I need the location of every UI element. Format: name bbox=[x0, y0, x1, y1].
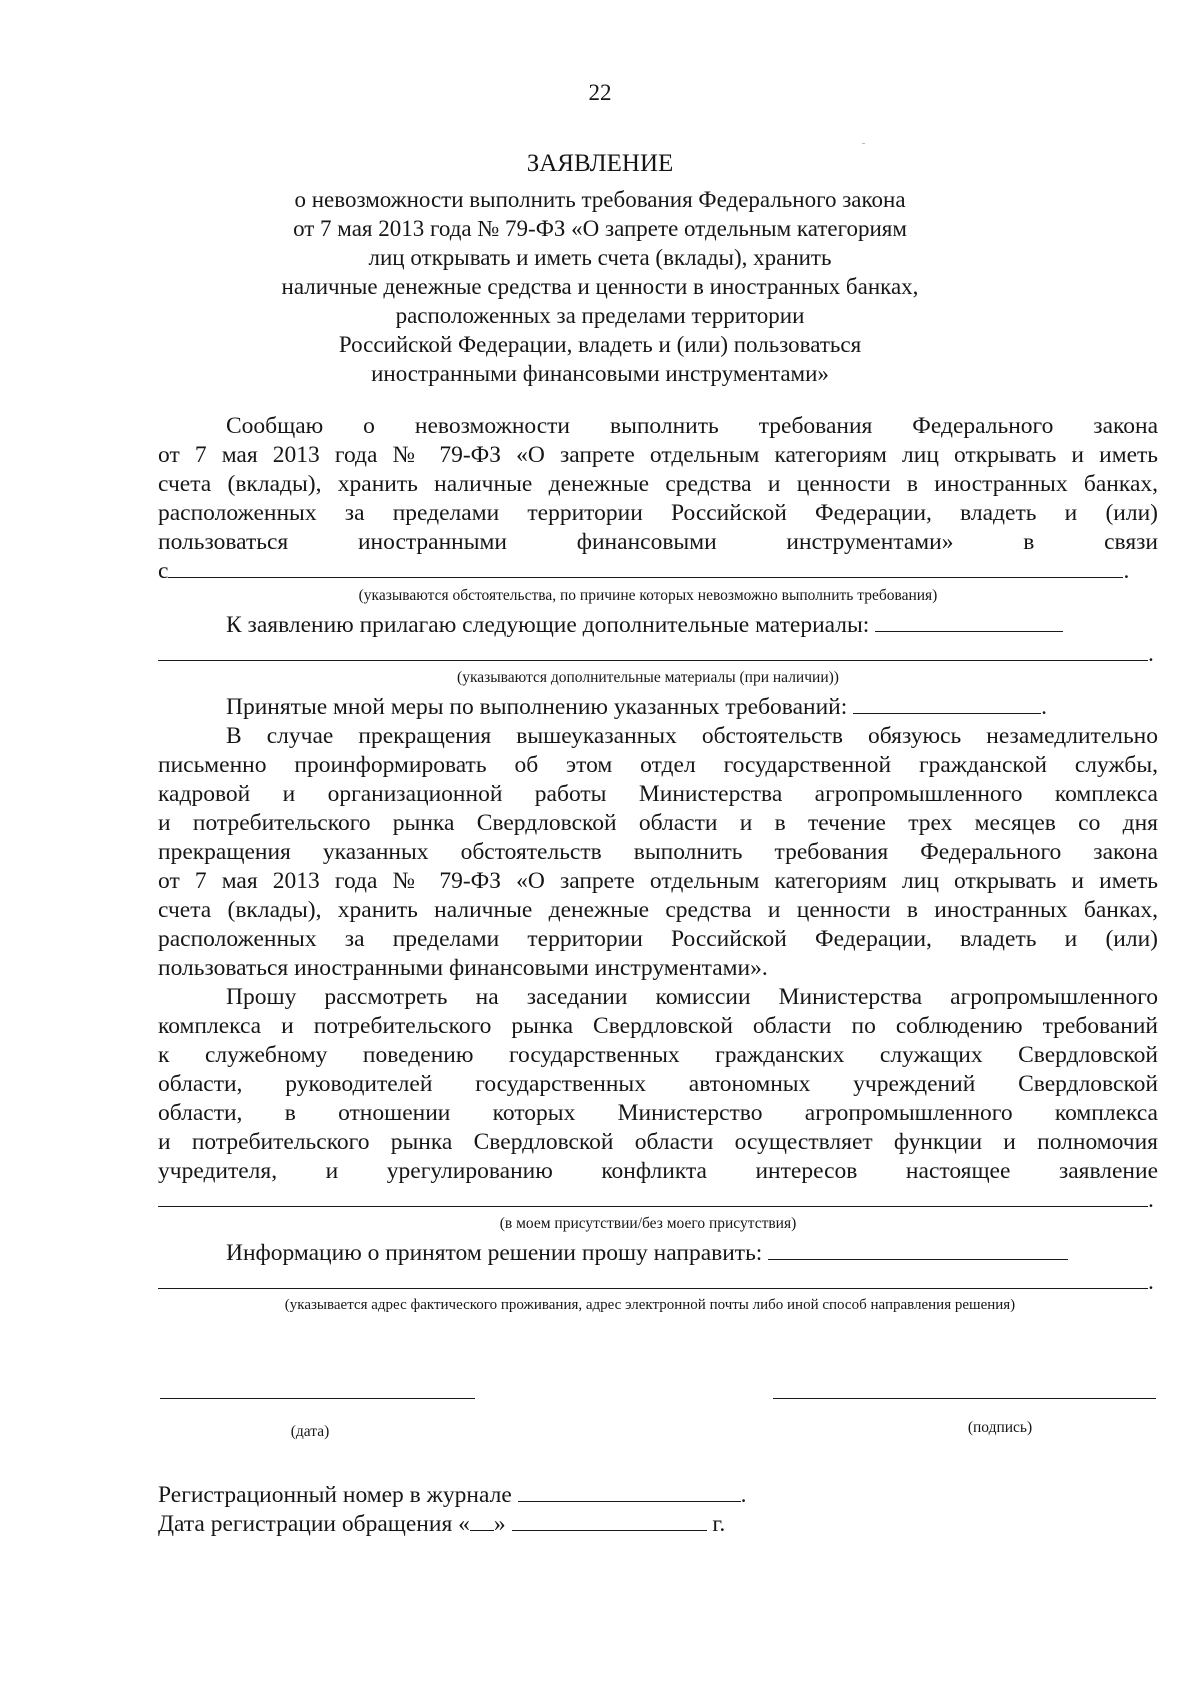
page-number: 22 bbox=[588, 80, 612, 105]
measures-line bbox=[226, 693, 1158, 722]
paragraph3-line: и потребительского рынка Свердловской области осуществляет функции и полномочия bbox=[158, 1129, 1158, 1155]
paragraph1-line: от 7 мая 2013 года № 79-ФЗ «О запрете отдельным категориям лиц открывать и иметь bbox=[158, 442, 1158, 468]
info-line bbox=[226, 1239, 1158, 1268]
paragraph2-line: письменно проинформировать об этом отдел государственной гражданской службы, bbox=[158, 752, 1158, 778]
paragraph2-line: расположенных за пределами территории Российской Федерации, владеть и (или) bbox=[158, 926, 1158, 952]
signature-line[interactable] bbox=[773, 1398, 1156, 1399]
registration-number-suffix: . bbox=[740, 1482, 747, 1508]
registration-date-mid: » bbox=[493, 1511, 506, 1537]
info-input-line[interactable] bbox=[768, 1258, 1068, 1260]
subtitle-line: лиц открывать и иметь счета (вклады), хранить bbox=[368, 245, 832, 270]
attachments-label: К заявлению прилагаю следующие дополнительные материалы: bbox=[226, 612, 870, 638]
paragraph3-line: к служебному поведению государственных гражданских служащих Свердловской bbox=[158, 1042, 1158, 1068]
measures-label: Принятые мной меры по выполнению указанных требований: bbox=[226, 694, 848, 720]
attachments-line bbox=[226, 611, 1158, 640]
registration-day-input[interactable] bbox=[470, 1529, 494, 1531]
registration-number-line bbox=[158, 1481, 1158, 1510]
presence-caption: (в моем присутствии/без моего присутствия) bbox=[499, 1215, 797, 1232]
paragraph2-line: В случае прекращения вышеуказанных обстоятельств обязуюсь незамедлительно bbox=[226, 723, 1158, 749]
paragraph1-line: пользоваться иностранными финансовыми инструментами» в связи bbox=[158, 529, 1158, 555]
date-signature-line[interactable] bbox=[160, 1398, 475, 1399]
registration-date-line bbox=[158, 1510, 1158, 1539]
presence-input-line[interactable] bbox=[158, 1205, 1148, 1207]
info-label: Информацию о принятом решении прошу направить: bbox=[226, 1240, 763, 1266]
info-continuation bbox=[158, 1268, 1158, 1297]
document-title: ЗАЯВЛЕНИЕ bbox=[526, 150, 674, 177]
paragraph2-line: прекращения указанных обстоятельств выполнить требования Федерального закона bbox=[158, 839, 1158, 865]
paragraph3-line: комплекса и потребительского рынка Свердловской области по соблюдению требований bbox=[158, 1013, 1158, 1039]
attachments-caption: (указываются дополнительные материалы (при наличии)) bbox=[457, 669, 839, 686]
paragraph1-line: расположенных за пределами территории Российской Федерации, владеть и (или) bbox=[158, 500, 1158, 526]
reason-prefix: с bbox=[158, 558, 169, 584]
subtitle-line: о невозможности выполнить требования Федерального закона bbox=[294, 187, 906, 212]
info-suffix: . bbox=[1148, 1269, 1154, 1295]
registration-date-suffix: г. bbox=[712, 1511, 726, 1537]
pencil-mark bbox=[862, 143, 865, 144]
paragraph2-line: пользоваться иностранными финансовыми инструментами». bbox=[158, 955, 768, 981]
presence-field-line bbox=[158, 1186, 1158, 1215]
measures-suffix: . bbox=[1041, 694, 1048, 720]
paragraph2-line: и потребительского рынка Свердловской области и в течение трех месяцев со дня bbox=[158, 810, 1158, 836]
paragraph3-line: Прошу рассмотреть на заседании комиссии Министерства агропромышленного bbox=[226, 984, 1158, 1010]
reason-caption: (указываются обстоятельства, по причине которых невозможно выполнить требования) bbox=[358, 587, 938, 604]
attachments-suffix: . bbox=[1148, 641, 1154, 667]
info-input-line-2[interactable] bbox=[158, 1287, 1148, 1289]
reason-field-line bbox=[158, 557, 1158, 586]
paragraph3-line: области, в отношении которых Министерство агропромышленного комплекса bbox=[158, 1100, 1158, 1126]
paragraph1-line: Сообщаю о невозможности выполнить требования Федерального закона bbox=[226, 413, 1158, 439]
paragraph2-line: кадровой и организационной работы Министерства агропромышленного комплекса bbox=[158, 781, 1158, 807]
measures-input-line[interactable] bbox=[853, 712, 1041, 714]
paragraph3-line: области, руководителей государственных автономных учреждений Свердловской bbox=[158, 1071, 1158, 1097]
subtitle-line: расположенных за пределами территории bbox=[395, 303, 805, 328]
date-caption: (дата) bbox=[290, 1423, 330, 1440]
registration-number-label: Регистрационный номер в журнале bbox=[158, 1482, 512, 1508]
paragraph3-line: учредителя, и урегулированию конфликта интересов настоящее заявление bbox=[158, 1158, 1158, 1184]
presence-suffix: . bbox=[1148, 1187, 1154, 1213]
subtitle-line: от 7 мая 2013 года № 79-ФЗ «О запрете отдельным категориям bbox=[293, 216, 907, 241]
signature-caption: (подпись) bbox=[967, 1419, 1033, 1436]
attachments-input-line[interactable] bbox=[875, 630, 1063, 632]
paragraph1-line: счета (вклады), хранить наличные денежные средства и ценности в иностранных банках, bbox=[158, 471, 1158, 497]
subtitle-line: наличные денежные средства и ценности в иностранных банках, bbox=[281, 274, 919, 299]
paragraph2-line: счета (вклады), хранить наличные денежные средства и ценности в иностранных банках, bbox=[158, 897, 1158, 923]
registration-date-label: Дата регистрации обращения « bbox=[158, 1511, 470, 1537]
paragraph2-line: от 7 мая 2013 года № 79-ФЗ «О запрете отдельным категориям лиц открывать и иметь bbox=[158, 868, 1158, 894]
reason-suffix: . bbox=[1123, 558, 1130, 584]
attachments-continuation bbox=[158, 640, 1158, 669]
reason-input-line[interactable] bbox=[168, 576, 1123, 578]
subtitle-line: иностранными финансовыми инструментами» bbox=[371, 361, 829, 386]
subtitle-line: Российской Федерации, владеть и (или) пользоваться bbox=[338, 332, 862, 357]
registration-number-input[interactable] bbox=[518, 1500, 741, 1502]
info-caption: (указывается адрес фактического проживания, адрес электронной почты либо иной способ направления решения) bbox=[284, 1297, 1016, 1313]
registration-month-year-input[interactable] bbox=[512, 1529, 707, 1531]
attachments-input-line-2[interactable] bbox=[158, 659, 1148, 661]
